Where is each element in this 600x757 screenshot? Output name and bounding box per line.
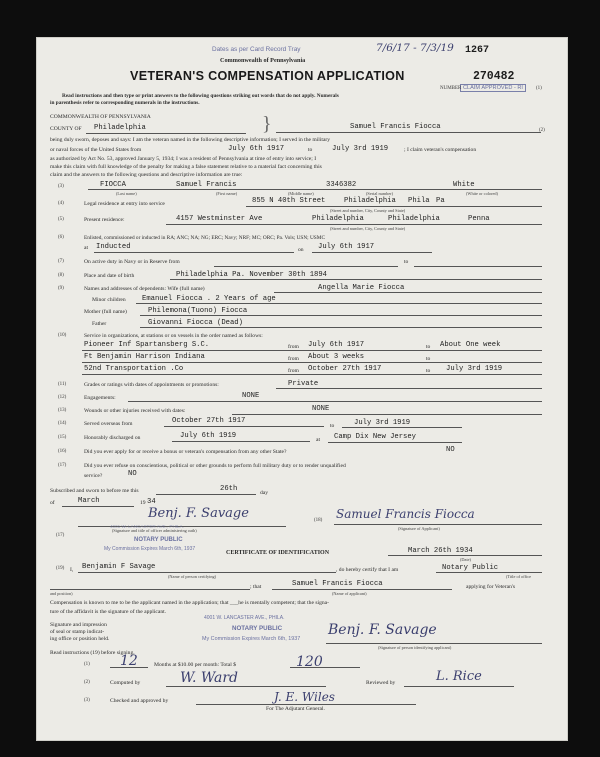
caption-present-residence: (Street and number, City, County and State) <box>330 226 406 231</box>
discharged-at: Camp Dix New Jersey <box>334 433 416 441</box>
certificate-date-caption: (Date) <box>460 557 471 562</box>
legal-state: Pa <box>436 197 445 205</box>
discharged-on: July 6th 1919 <box>180 432 237 440</box>
ref-10: (10) <box>58 333 67 338</box>
minor-children: Emanuel Fiocca . 2 Years of age <box>142 295 276 303</box>
certify-text: , do hereby certify that I am <box>336 567 399 573</box>
refuse-duty-line-2: service? <box>84 473 103 479</box>
caption-first: (First name) <box>216 191 238 196</box>
ref-2: (2) <box>539 128 545 133</box>
computed-label: Computed by <box>110 680 141 686</box>
officer-signature: Benj. F. Savage <box>148 506 249 521</box>
ref-12: (12) <box>58 395 67 400</box>
number-label: NUMBER <box>440 86 462 91</box>
legal-city: Philadelphia <box>344 197 396 205</box>
legal-county: Phila <box>408 197 430 205</box>
refuse-duty-value: NO <box>128 470 137 478</box>
checked-signature: J. E. Wiles <box>274 690 335 704</box>
service-to-label: to <box>308 147 313 153</box>
ref-6: (6) <box>58 235 64 240</box>
office-row-3-num: (3) <box>84 698 90 703</box>
certifier-title: Notary Public <box>442 564 499 572</box>
jurat-day-label: day <box>260 490 269 496</box>
ref-13: (13) <box>58 408 67 413</box>
county-label: COUNTY OF <box>50 126 82 132</box>
race: White <box>453 181 475 189</box>
service-to: July 3rd 1919 <box>332 145 389 153</box>
subscribed-label: Subscribed and sworn to before me this <box>50 488 139 494</box>
certificate-applicant: Samuel Francis Fiocca <box>292 580 383 588</box>
application-number: 270482 <box>473 70 515 83</box>
computed-signature: W. Ward <box>180 670 239 686</box>
applying-text: applying for Veteran's <box>466 584 516 590</box>
instructions-line-2: in parenthesis refer to corresponding numerals in the instructions. <box>50 100 200 106</box>
ref-14: (14) <box>58 421 67 426</box>
caption-serial: (Serial number) <box>366 191 394 196</box>
certificate-line-a: Compensation is known to me to be the applicant named in the application; that ___he is mentally competent; that the signa- <box>50 600 330 606</box>
oath-line-4: make this claim with full knowledge of the penalty for making a false statement relative to a material fact concerning this <box>50 164 322 170</box>
service-from: July 6th 1917 <box>228 145 285 153</box>
org-3-from-label: from <box>288 368 299 374</box>
ref-5: (5) <box>58 217 64 222</box>
org-1-from-label: from <box>288 344 299 350</box>
number-ref: (1) <box>536 86 542 91</box>
org-2-to-label: to <box>426 356 431 362</box>
oath-line-5: claim and the answers to the following questions and descriptive information are true: <box>50 172 243 178</box>
serial-number: 3346382 <box>326 181 357 189</box>
county-value: Philadelphia <box>94 124 146 132</box>
navy-duty-label: On active duty in Navy or in Reserve from <box>84 259 180 265</box>
engagements-value: NONE <box>242 392 260 400</box>
file-number: 1267 <box>465 45 490 56</box>
overseas-to: July 3rd 1919 <box>354 419 411 427</box>
father-name: Giovanni Fiocca (Dead) <box>148 319 243 327</box>
certificate-title: CERTIFICATE OF IDENTIFICATION <box>226 550 330 556</box>
ref-15: (15) <box>58 435 67 440</box>
dates-handwritten: 7/6/17 - 7/3/19 <box>376 42 454 54</box>
caption-last: (Last name) <box>116 191 137 196</box>
present-street: 4157 Westminster Ave <box>176 215 263 223</box>
ref-17: (17) <box>58 463 67 468</box>
office-row-2-num: (2) <box>84 680 90 685</box>
mother-name: Philemona(Tuono) Fiocca <box>148 307 248 315</box>
org-2-from: About 3 weeks <box>308 353 365 361</box>
org-2-from-label: from <box>288 356 299 362</box>
read-instructions: Read instructions (19) before signing. <box>50 650 135 656</box>
present-city: Philadelphia <box>312 215 364 223</box>
wounds-label: Wounds or other injuries received with dates: <box>84 408 186 414</box>
jurat-day: 26th <box>220 485 238 493</box>
certifier-signature-caption: (Signature of person identifying applicant) <box>378 645 452 650</box>
ref-3: (3) <box>58 184 64 189</box>
org-3-to-label: to <box>426 368 431 374</box>
caption-person: (Name of person certifying) <box>168 574 217 579</box>
notary-stamp-title: NOTARY PUBLIC <box>134 537 183 543</box>
dependents-label: Names and addresses of dependents: Wife (full name) <box>84 286 205 292</box>
other-bonus-label: Did you ever apply for or receive a bonus or veteran's compensation from any other State? <box>84 449 287 455</box>
overseas-from: October 27th 1917 <box>172 417 246 425</box>
bracket: } <box>262 113 272 135</box>
org-3-from: October 27th 1917 <box>308 365 382 373</box>
legal-residence-label: Legal residence at entry into service <box>84 201 165 207</box>
birth-value: Philadelphia Pa. November 30th 1894 <box>176 271 327 279</box>
engagements-label: Engagements: <box>84 395 116 401</box>
certificate-date: March 26th 1934 <box>408 547 473 555</box>
jurat-year-prefix: 19 <box>140 500 146 506</box>
adjutant-label: For The Adjutant General. <box>266 706 325 712</box>
org-1-from: July 6th 1917 <box>308 341 365 349</box>
ref-8: (8) <box>58 273 64 278</box>
total-amount: 120 <box>296 654 323 670</box>
seal-commission: My Commission Expires March 6th, 1937 <box>202 636 301 642</box>
enlisted-on: July 6th 1917 <box>318 243 375 251</box>
jurat-year-suffix: 34 <box>147 498 156 506</box>
form-title: VETERAN'S COMPENSATION APPLICATION <box>130 69 405 83</box>
org-3-to: July 3rd 1919 <box>446 365 503 373</box>
certificate-line-b: ture of the affidavit is the signature of the applicant. <box>50 609 167 615</box>
jurat-of-label: of <box>50 500 55 506</box>
caption-title: (Title of office <box>506 574 532 579</box>
wounds-value: NONE <box>312 405 330 413</box>
overseas-label: Served overseas from <box>84 421 133 427</box>
org-1-to-label: to <box>426 344 431 350</box>
enlisted-at: Inducted <box>96 243 131 251</box>
seal-notary: NOTARY PUBLIC <box>232 625 283 632</box>
certifier-name: Benjamin F Savage <box>82 563 156 571</box>
ref-19: (19) <box>56 566 65 571</box>
father-label: Father <box>92 321 107 327</box>
certifier-signature: Benj. F. Savage <box>328 622 437 638</box>
notary-stamp-address: 4001 W. LANCASTER AVE., PHILA. <box>110 524 184 529</box>
ref-11: (11) <box>58 382 67 387</box>
dates-stamp: Dates as per Card Record Tray <box>212 46 301 53</box>
first-middle-name: Samuel Francis <box>176 181 237 189</box>
officer-caption: (Signature and title of officer administering oath) <box>112 528 197 533</box>
minor-children-label: Minor children <box>92 297 126 303</box>
oath-line-2b: ; I claim veteran's compensation <box>404 147 477 153</box>
reviewed-signature: L. Rice <box>436 669 482 684</box>
oath-line-2a: or naval forces of the United States from <box>50 147 142 153</box>
refuse-duty-line-1: Did you ever refuse on conscientious, political or other grounds to perform full military duty or to render unqualified <box>84 463 346 469</box>
applicant-signature-caption: (Signature of Applicant) <box>398 526 440 531</box>
discharged-label: Honorably discharged on <box>84 435 141 441</box>
office-row-1-num: (1) <box>84 662 90 667</box>
ref-jurat-17: (17) <box>56 533 65 538</box>
grades-value: Private <box>288 380 319 388</box>
present-residence-label: Present residence: <box>84 217 125 223</box>
caption-legal-residence: (Street and number, City, County and State) <box>330 208 406 213</box>
application-document <box>36 37 568 741</box>
seal-label-1: Signature and impression <box>50 622 107 628</box>
birth-label: Place and date of birth <box>84 273 135 279</box>
oath-line-1: being duly sworn, deposes and says: I am the veteran named in the following descriptive information; I served in the military <box>50 137 331 143</box>
months-served: 12 <box>120 653 138 669</box>
org-1-to: About One week <box>440 341 501 349</box>
discharged-at-label: at <box>316 437 321 443</box>
overseas-to-label: to <box>330 423 335 429</box>
seal-label-3: ing office or position held. <box>50 636 110 642</box>
org-1: Pioneer Inf Spartansberg S.C. <box>84 341 210 349</box>
mother-label: Mother (full name) <box>84 309 127 315</box>
ref-4: (4) <box>58 201 64 206</box>
certifier-i-label: I, <box>70 567 74 573</box>
ref-16: (16) <box>58 449 67 454</box>
caption-middle: (Middle name) <box>288 191 314 196</box>
navy-to-label: to <box>404 259 409 265</box>
caption-position: and position) <box>50 591 73 596</box>
enlisted-label: Enlisted, commissioned or inducted in RA; ANC; NA; NG; ERC; Navy; NRF; MC; ORC; Pa. Vols; USN; USMC <box>84 235 325 241</box>
org-3: 52nd Transportation .Co <box>84 365 184 373</box>
grades-label: Grades or ratings with dates of appointments or promotions: <box>84 382 219 388</box>
service-orgs-label: Service in organizations, at stations or on vessels in the order named as follows: <box>84 333 263 339</box>
present-state: Penna <box>468 215 490 223</box>
that-label: ; that <box>250 584 262 590</box>
seal-address: 4001 W. LANCASTER AVE., PHILA. <box>204 615 285 621</box>
months-text: Months at $10.00 per month: Total $ <box>154 662 237 668</box>
ref-18: (18) <box>314 518 323 523</box>
enlisted-on-label: on <box>298 247 304 253</box>
reviewed-label: Reviewed by <box>366 680 396 686</box>
ref-7: (7) <box>58 259 64 264</box>
caption-race: (White or colored) <box>466 191 498 196</box>
commonwealth-heading: Commonwealth of Pennsylvania <box>220 57 306 64</box>
ref-9: (9) <box>58 286 64 291</box>
claim-approved-stamp: CLAIM APPROVED - RI <box>460 84 526 92</box>
venue-commonwealth: COMMONWEALTH OF PENNSYLVANIA <box>50 114 151 120</box>
applicant-name: Samuel Francis Fiocca <box>350 123 441 131</box>
last-name: FIOCCA <box>100 181 126 189</box>
enlisted-at-label: at <box>84 245 89 251</box>
legal-street: 855 N 40th Street <box>252 197 326 205</box>
seal-label-2: of seal or stamp indicat- <box>50 629 105 635</box>
notary-stamp-commission: My Commission Expires March 6th, 1937 <box>104 546 196 552</box>
instructions-line-1: Read instructions and then type or print answers to the following questions striking out words that do not apply. Numerals <box>62 93 339 99</box>
checked-label: Checked and approved by <box>110 698 169 704</box>
applicant-signature: Samuel Francis Fiocca <box>336 507 475 521</box>
caption-applicant: (Name of applicant) <box>332 591 367 596</box>
present-county: Philadelphia <box>388 215 440 223</box>
oath-line-3: as authorized by Act No. 53, approved January 5, 1934; I was a resident of Pennsylvania at time of entry into service; I <box>50 156 317 162</box>
wife-name: Angella Marie Fiocca <box>318 284 405 292</box>
org-2: Ft Benjamin Harrison Indiana <box>84 353 205 361</box>
other-bonus-value: NO <box>446 446 455 454</box>
jurat-month: March <box>78 497 100 505</box>
